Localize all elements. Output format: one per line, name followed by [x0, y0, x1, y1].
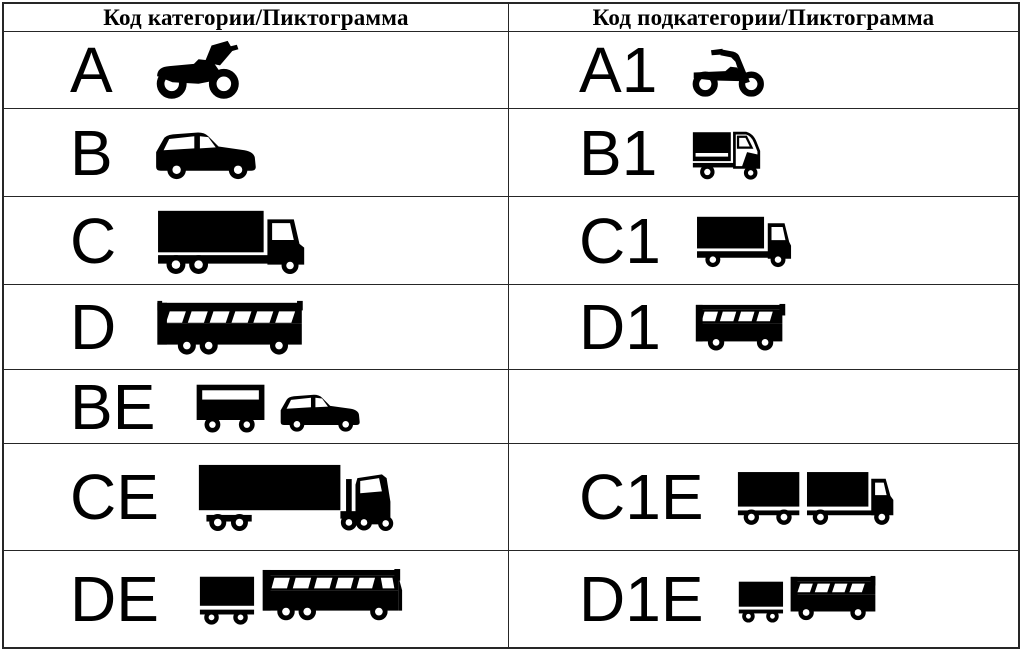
minibus-icon	[693, 302, 791, 352]
semitrailer-truck-icon	[197, 462, 397, 532]
license-categories-table	[2, 2, 1020, 649]
row-a-category-cell	[4, 32, 508, 109]
row-be-subcategory-empty-cell	[508, 370, 1018, 444]
category-code-b: B	[70, 116, 113, 189]
subcategory-code-d1e: D1E	[579, 563, 704, 635]
cargo-tricycle-icon	[689, 125, 769, 181]
motorcycle-icon	[151, 40, 243, 100]
category-code-be: BE	[70, 370, 156, 443]
subcategory-code-b1: B1	[579, 116, 658, 189]
category-code-d: D	[70, 291, 117, 363]
car-icon	[151, 126, 273, 180]
trailer-icon	[193, 381, 269, 433]
trailer-and-minibus-icon	[736, 574, 882, 624]
subcategory-code-a1: A1	[579, 34, 658, 106]
category-code-de: DE	[70, 563, 159, 635]
header-category-column: Код категории/Пиктограмма	[4, 4, 508, 32]
row-ce-category-cell	[4, 444, 508, 551]
trailer-and-car-icon	[193, 381, 373, 433]
subcategory-code-c1: C1	[579, 204, 661, 277]
light-truck-icon	[693, 214, 796, 268]
category-code-a: A	[70, 34, 113, 106]
row-de-category-cell	[4, 551, 508, 647]
category-code-c: C	[70, 204, 117, 277]
row-a1-subcategory-cell	[508, 32, 1018, 109]
row-be-category-cell	[4, 370, 508, 444]
row-c1-subcategory-cell	[508, 197, 1018, 285]
subcategory-code-d1: D1	[579, 291, 661, 363]
row-d1-subcategory-cell	[508, 285, 1018, 370]
header-subcategory-column: Код подкатегории/Пиктограмма	[508, 4, 1018, 32]
bus-icon	[154, 299, 309, 356]
trailer-and-bus-icon	[197, 567, 405, 631]
light-motorcycle-icon	[689, 43, 769, 97]
row-d-category-cell	[4, 285, 508, 370]
row-d1e-subcategory-cell	[508, 551, 1018, 647]
row-b1-subcategory-cell	[508, 109, 1018, 197]
row-b-category-cell	[4, 109, 508, 197]
trailer-and-light-truck-icon	[736, 469, 901, 525]
row-c1e-subcategory-cell	[508, 444, 1018, 551]
car-icon	[277, 389, 373, 433]
subcategory-code-c1e: C1E	[579, 461, 704, 533]
category-code-ce: CE	[70, 461, 159, 533]
row-c-category-cell	[4, 197, 508, 285]
truck-icon	[154, 208, 312, 274]
